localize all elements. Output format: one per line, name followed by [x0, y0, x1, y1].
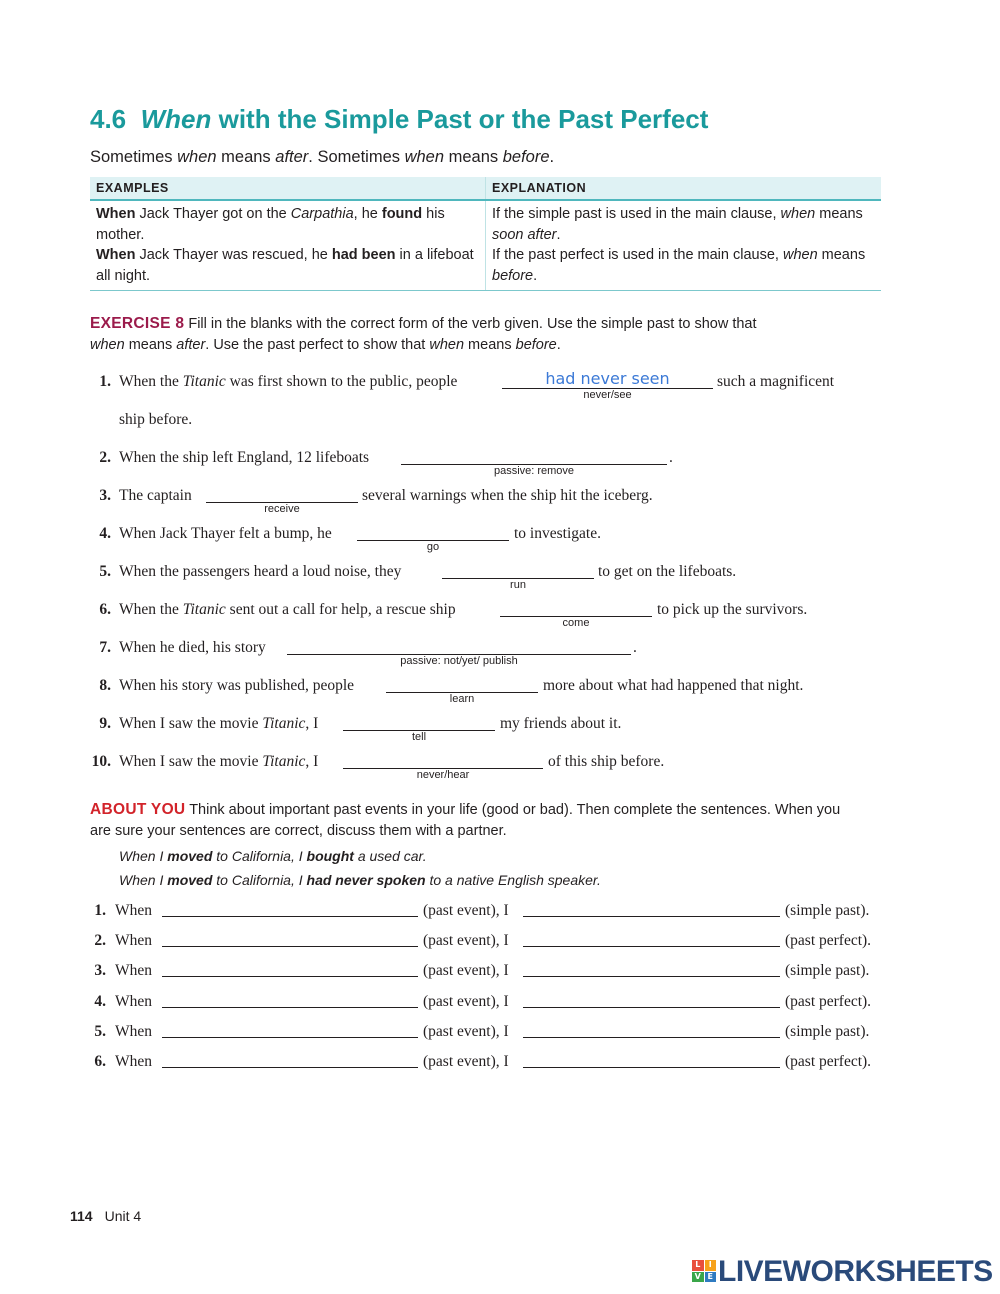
row-number: 2. — [94, 932, 106, 950]
verb-hint: passive: not/yet/ publish — [400, 655, 518, 667]
row-number: 1. — [94, 902, 106, 919]
row-end-label: (past perfect). — [785, 932, 872, 950]
item-text: When his story was published, people — [119, 677, 355, 694]
verb-hint: go — [426, 541, 440, 553]
verb-hint: passive: remove — [493, 465, 575, 477]
item-number: 4. — [99, 525, 111, 542]
exercise-instructions: EXERCISE 8 Fill in the blanks with the correct form of the verb given. Use the simple past to show that when means after. Use the past perfect to show that when means before. — [90, 315, 757, 353]
item-text: When the passengers heard a loud noise, they — [119, 563, 402, 580]
row-end-label: (past perfect). — [785, 1053, 872, 1070]
exercise-label: EXERCISE 8 — [90, 315, 185, 332]
explanation-header: EXPLANATION — [486, 177, 882, 200]
item-text: When he died, his story — [119, 639, 266, 656]
row-when-label: When — [115, 1022, 153, 1040]
item-text-end: . — [633, 639, 637, 656]
result-blank[interactable] — [523, 1036, 780, 1038]
result-blank[interactable] — [523, 1066, 780, 1068]
row-end-label: (simple past). — [785, 962, 870, 980]
item-text: When I saw the movie Titanic, I — [119, 753, 319, 770]
past-event-blank[interactable] — [162, 1006, 418, 1008]
section-title — [90, 104, 708, 135]
item-text: When the ship left England, 12 lifeboats — [119, 449, 370, 466]
verb-hint: come — [562, 617, 590, 629]
row-when-label: When — [115, 1053, 153, 1070]
past-event-blank[interactable] — [162, 945, 418, 947]
item-text-end: such a magnificent — [717, 373, 835, 390]
row-end-label: (simple past). — [785, 1022, 870, 1040]
past-event-blank[interactable] — [162, 975, 418, 977]
result-blank[interactable] — [523, 945, 780, 947]
item-text-end: more about what had happened that night. — [543, 677, 804, 694]
verb-hint: run — [510, 579, 526, 591]
item-text-end: my friends about it. — [500, 715, 622, 732]
grammar-chart — [90, 177, 881, 291]
item-number: 6. — [99, 601, 111, 618]
result-blank[interactable] — [523, 915, 780, 917]
item-text-end: . — [669, 449, 673, 466]
row-end-label: (simple past). — [785, 902, 870, 919]
verb-hint: never/hear — [416, 769, 470, 781]
row-number: 4. — [94, 992, 106, 1010]
item-text-end: of this ship before. — [548, 753, 665, 770]
item-text: When the Titanic sent out a call for help, a rescue ship — [119, 601, 456, 618]
row-when-label: When — [115, 932, 153, 950]
model-sentence-2: When I moved to California, I had never spoken to a native English speaker. — [119, 872, 601, 888]
page-footer — [70, 1208, 141, 1224]
section-number: 4.6 — [90, 104, 127, 134]
row-end-label: (past perfect). — [785, 992, 872, 1010]
about-you-instructions: ABOUT YOU Think about important past events in your life (good or bad). Then complete the sentences. When you are sure your sentences are correct, discuss them with a partner. — [90, 801, 841, 839]
verb-hint: tell — [411, 731, 427, 743]
verb-hint: receive — [264, 503, 300, 515]
verb-hint: learn — [449, 693, 475, 705]
past-event-blank[interactable] — [162, 915, 418, 917]
row-mid-label: (past event), I — [423, 1053, 509, 1070]
logo-icon: L I V E — [692, 1260, 716, 1282]
section-title-italic: When — [140, 104, 212, 134]
item-number: 5. — [99, 563, 111, 580]
item-number: 7. — [99, 639, 111, 656]
item-text: When the Titanic was first shown to the public, people — [119, 373, 458, 390]
item-number: 1. — [99, 373, 111, 390]
section-subtitle: Sometimes when means after. Sometimes when means before. — [90, 148, 555, 166]
explanation-1: If the simple past is used in the main clause, when means soon after. — [492, 206, 863, 243]
result-blank[interactable] — [523, 1006, 780, 1008]
row-mid-label: (past event), I — [423, 962, 509, 980]
examples-cell — [90, 200, 486, 291]
about-you-label: ABOUT YOU — [90, 801, 186, 818]
row-when-label: When — [115, 962, 153, 980]
explanation-cell — [486, 200, 882, 291]
row-mid-label: (past event), I — [423, 932, 509, 950]
item-text: When I saw the movie Titanic, I — [119, 715, 319, 732]
item-number: 2. — [99, 449, 111, 466]
item-number: 10. — [91, 753, 111, 770]
examples-header: EXAMPLES — [90, 177, 486, 200]
item-number: 8. — [99, 677, 111, 694]
item-text-end: to investigate. — [514, 525, 601, 542]
row-number: 6. — [94, 1053, 106, 1070]
row-when-label: When — [115, 992, 153, 1010]
row-number: 3. — [94, 962, 106, 980]
filled-answer[interactable]: had never seen — [545, 369, 670, 388]
row-mid-label: (past event), I — [423, 992, 509, 1010]
item-number: 9. — [99, 715, 111, 732]
past-event-blank[interactable] — [162, 1036, 418, 1038]
section-title-rest: with the Simple Past or the Past Perfect — [218, 104, 709, 134]
row-number: 5. — [94, 1022, 106, 1040]
item-text-end: several warnings when the ship hit the iceberg. — [362, 487, 653, 504]
logo-text: LIVEWORKSHEETS — [718, 1255, 993, 1288]
row-mid-label: (past event), I — [423, 902, 509, 919]
item-number: 3. — [99, 487, 111, 504]
page-number: 114 — [70, 1208, 93, 1224]
explanation-2: If the past perfect is used in the main clause, when means before. — [492, 247, 866, 284]
model-sentence-1: When I moved to California, I bought a used car. — [119, 848, 427, 864]
row-when-label: When — [115, 902, 153, 919]
past-event-blank[interactable] — [162, 1066, 418, 1068]
example-1: When Jack Thayer got on the Carpathia, he found his mother. — [96, 206, 445, 243]
item-text-end: to pick up the survivors. — [657, 601, 808, 618]
example-2: When Jack Thayer was rescued, he had been in a lifeboat all night. — [96, 247, 474, 284]
item-text-end: to get on the lifeboats. — [598, 563, 737, 580]
row-mid-label: (past event), I — [423, 1022, 509, 1040]
item-text-continued: ship before. — [119, 411, 193, 428]
item-text: When Jack Thayer felt a bump, he — [119, 525, 332, 542]
item-text: The captain — [119, 487, 192, 504]
result-blank[interactable] — [523, 975, 780, 977]
unit-label: Unit 4 — [104, 1208, 142, 1224]
verb-hint: never/see — [583, 389, 632, 401]
